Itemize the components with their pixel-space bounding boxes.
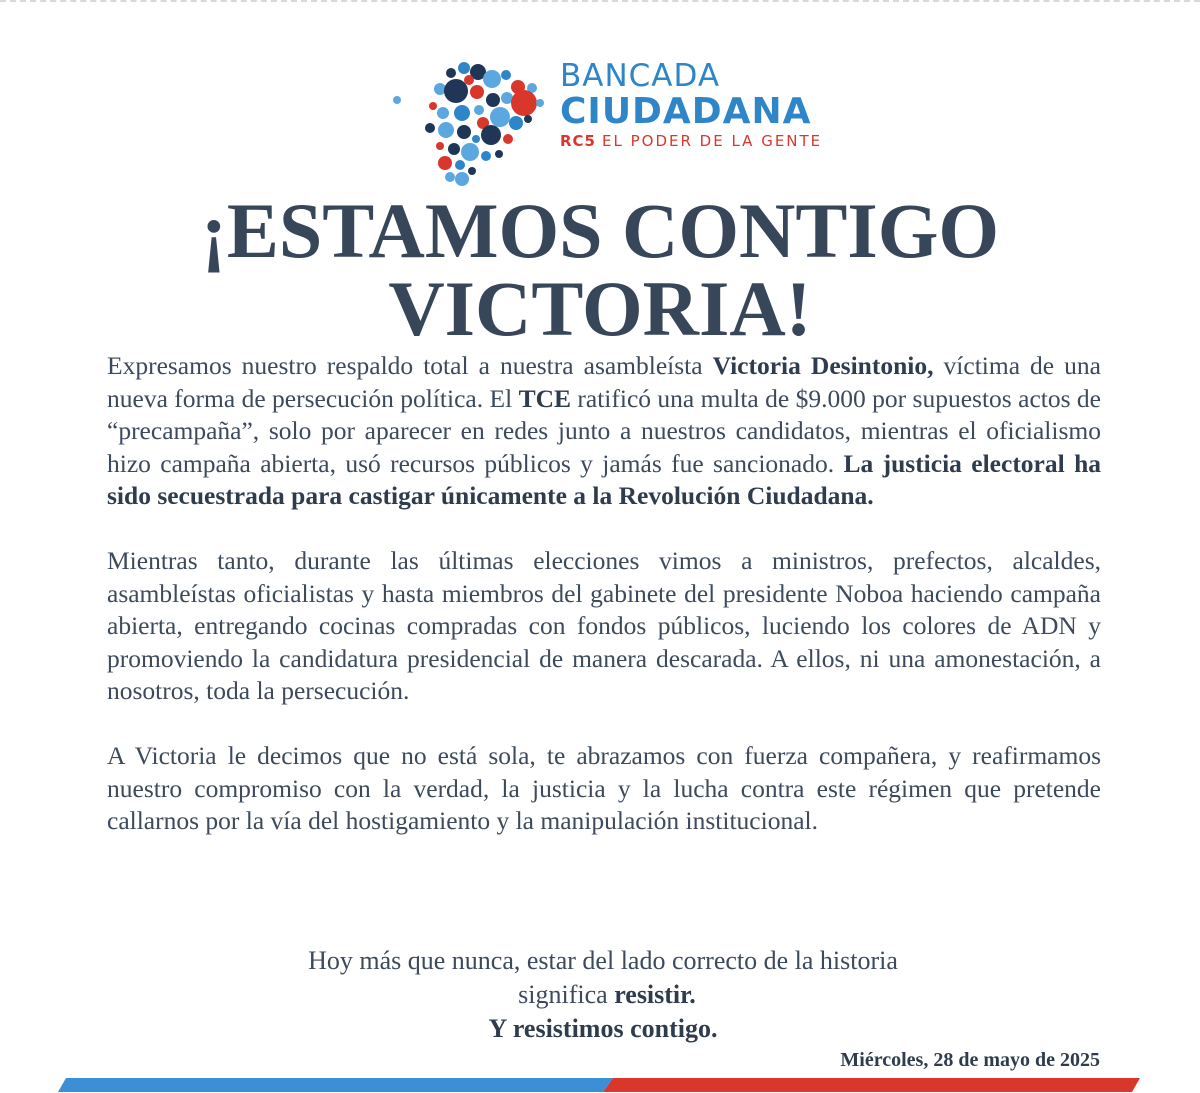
headline xyxy=(0,187,1200,352)
statement-body xyxy=(107,350,1101,870)
footer-color-stripe xyxy=(58,1078,1140,1092)
logo-tagline xyxy=(560,134,822,149)
dot-map-emblem xyxy=(388,55,553,190)
closing-line-1: Hoy más que nunca, estar del lado correcto de la historia xyxy=(308,946,898,975)
headline-line-2: VICTORIA! xyxy=(388,265,812,352)
logo-line-ciudadana: CIUDADANA xyxy=(560,91,812,132)
closing-message xyxy=(0,944,1200,1046)
closing-resistir-bold: resistir. xyxy=(614,980,696,1009)
paragraph-1 xyxy=(107,350,1101,513)
p1-tce-bold: TCE xyxy=(518,383,571,413)
closing-line-2-text: significa xyxy=(518,980,615,1009)
logo-tag-text: EL PODER DE LA GENTE xyxy=(602,132,823,150)
bancada-ciudadana-logo xyxy=(388,55,848,190)
logo-line-bancada: BANCADA xyxy=(560,58,721,94)
headline-line-1: ¡ESTAMOS CONTIGO xyxy=(200,187,1000,274)
p1-text-2: víctima de una nueva forma de persecución política. El xyxy=(107,351,1101,413)
p1-text-3: ratificó una multa de $9.000 por supuestos actos de “precampaña”, solo por aparecer en redes junto a nuestros candidatos, mientras el oficialismo hizo campaña abierta, usó recursos públicos y jamás fue sancionado. xyxy=(107,383,1101,478)
paragraph-3: A Victoria le decimos que no está sola, te abrazamos con fuerza compañera, y reafirmamos nuestro compromiso con la verdad, la justicia y la lucha contra este régimen que pretende callarnos por la vía del hostigamiento y la manipulación institucional. xyxy=(107,740,1101,836)
p1-name-bold: Victoria Desintonio, xyxy=(712,351,934,380)
p1-statement-bold: La justicia electoral ha sido secuestrada para castigar únicamente a la Revolución Ciudadana. xyxy=(107,448,1101,511)
closing-resistimos-bold: Y resistimos contigo. xyxy=(488,1014,718,1043)
p1-text-1: Expresamos nuestro respaldo total a nuestra asambleísta xyxy=(107,351,713,380)
paragraph-2: Mientras tanto, durante las últimas elecciones vimos a ministros, prefectos, alcaldes, asambleístas oficialistas y hasta miembros del gabinete del presidente Noboa haciendo campaña abierta, entregando cocinas compradas con fondos públicos, luciendo los colores de ADN y promoviendo la candidatura presidencial de manera descarada. A ellos, ni una amonestación, a nosotros, toda la persecución. xyxy=(107,545,1101,706)
top-dashed-border xyxy=(0,0,1200,20)
date-line: Miércoles, 28 de mayo de 2025 xyxy=(840,1049,1100,1071)
closing-line-2 xyxy=(7,978,1200,1012)
closing-line-3 xyxy=(3,1012,1200,1046)
logo-tag-rc5: RC5 xyxy=(560,132,596,150)
